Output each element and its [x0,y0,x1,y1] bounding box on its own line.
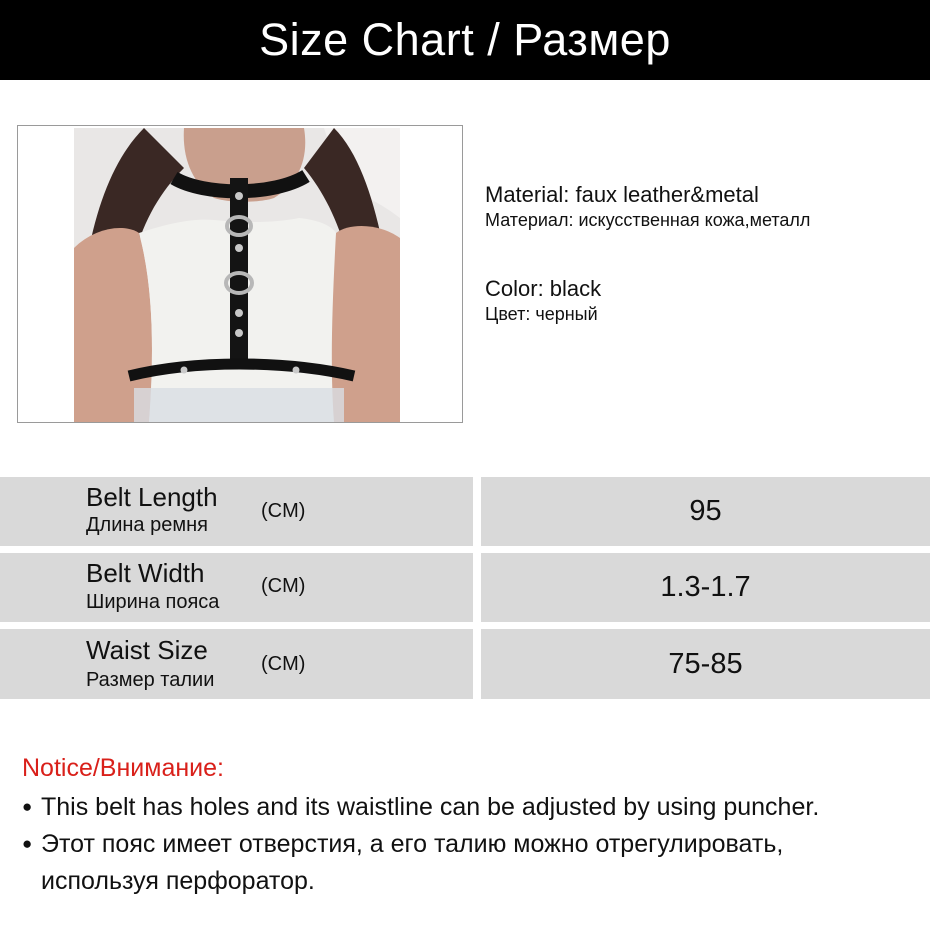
row-label-en: Belt Length [86,482,218,512]
row-value: 95 [689,495,722,527]
material-label-ru: Материал: искусственная кожа,металл [485,210,811,230]
row-label-en: Belt Width [86,558,205,588]
bullet-icon: ● [22,797,33,816]
table-row-label-cell [0,629,473,699]
notice-bullet-text: Этот пояс имеет отверстия, а его талию можно отрегулировать, [41,830,784,858]
color-spec [485,276,601,325]
row-unit: (CM) [261,500,306,522]
material-spec [485,182,810,231]
notice-bullet-text: This belt has holes and its waistline can be adjusted by using puncher. [41,793,820,821]
row-label-ru: Ширина пояса [86,591,220,613]
row-unit: (CM) [261,575,306,597]
notice-bullet-2 [22,830,930,859]
row-label-ru: Размер талии [86,669,215,691]
bullet-icon: ● [22,834,33,853]
notice-bullet-2-continuation: используя перфоратор. [41,867,315,895]
header-bar [0,0,930,80]
page-title: Size Chart / Размер [259,14,671,65]
product-photo [74,128,400,422]
table-row-label-cell [0,477,473,546]
product-photo-frame [17,125,463,423]
row-value: 1.3-1.7 [660,571,751,603]
notice-bullet-1 [22,793,930,822]
color-label-ru: Цвет: черный [485,304,598,324]
table-row-value-cell [481,477,930,546]
row-unit: (CM) [261,653,306,675]
table-row-value-cell [481,553,930,622]
color-label-en: Color: black [485,276,602,301]
row-label-ru: Длина ремня [86,514,208,536]
material-label-en: Material: faux leather&metal [485,182,759,207]
table-row-value-cell [481,629,930,699]
row-label-en: Waist Size [86,635,208,665]
table-row-label-cell [0,553,473,622]
notice-title: Notice/Внимание: [22,754,224,782]
row-value: 75-85 [668,647,743,680]
